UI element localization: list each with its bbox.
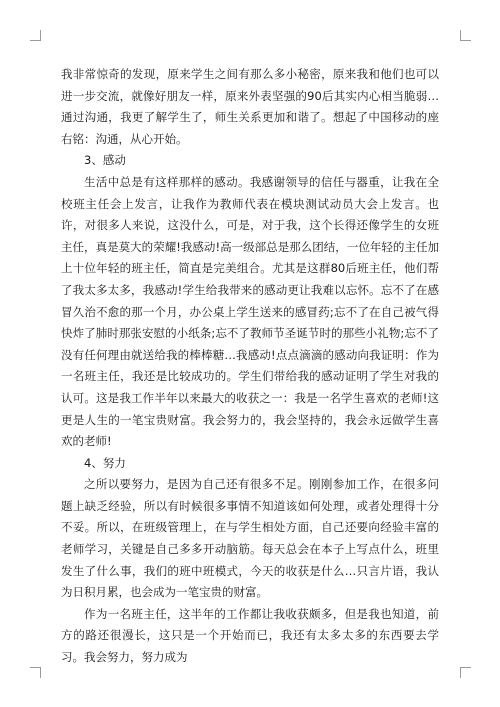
section-heading-gandong: 3、感动 bbox=[84, 153, 126, 168]
document-body bbox=[61, 64, 439, 669]
crop-mark-top-right bbox=[460, 30, 471, 41]
paragraph-continuation: 我非常惊奇的发现，原来学生之间有那么多小秘密，原来我和他们也可以进一步交流，就像好朋友一样，原来外表坚强的90后其实内心相当脆弱…通过沟通，我更了解学生了，师生关系更加和谐了。想起了中国移动的座右铭：沟通，从心开始。 bbox=[61, 67, 439, 146]
paragraph-gandong: 生活中总是有这样那样的感动。我感谢领导的信任与器重，让我在全校班主任会上发言，让我作为教师代表在模块测试动员大会上发言。也许，对很多人来说，这没什么，可是，对于我，这个长得还像学生的女班主任，真是莫大的荣耀!我感动!高一级部总是那么团结，一位年轻的主任加上十位年轻的班主任，简直是完美组合。尤其是这群80后班主任，他们帮了我太多太多，我感动!学生给我带来的感动更让我难以忘怀。忘不了在感冒久治不愈的那一个月，办公桌上学生送来的感冒药;忘不了在自己被气得快炸了肺时那张安慰的小纸条;忘不了教师节圣诞节时的那些小礼物;忘不了没有任何理由就送给我的棒棒糖…我感动!点点滴滴的感动向我证明：作为一名班主任，我还是比较成功的。学生们带给我的感动证明了学生对我的认可。这是我工作半年以来最大的收获之一：我是一名学生喜欢的老师!这更是人生的一笔宝贵财富。我会努力的，我会坚持的，我会永远做学生喜欢的老师! bbox=[61, 174, 439, 449]
paragraph-nuli: 之所以要努力，是因为自己还有很多不足。刚刚参加工作，在很多问题上缺乏经验，所以有时候很多事情不知道该如何处理，或者处理得十分不妥。所以，在班级管理上，在与学生相处方面，自己还要向经验丰富的老师学习，关键是自己多多开动脑筋。每天总会在本子上写点什么，班里发生了什么事，我们的班中班模式，今天的收获是什么…只言片语，我认为日积月累，也会成为一笔宝贵的财富。 bbox=[61, 477, 439, 600]
crop-mark-bottom-right bbox=[460, 667, 471, 678]
section-heading-nuli: 4、努力 bbox=[84, 455, 126, 470]
crop-mark-top-left bbox=[30, 30, 41, 41]
crop-mark-bottom-left bbox=[30, 667, 41, 678]
paragraph-closing: 作为一名班主任，这半年的工作都让我收获颇多，但是我也知道，前方的路还很漫长，这只是一个开始而已，我还有太多太多的东西要去学习。我会努力，努力成为 bbox=[61, 606, 439, 665]
